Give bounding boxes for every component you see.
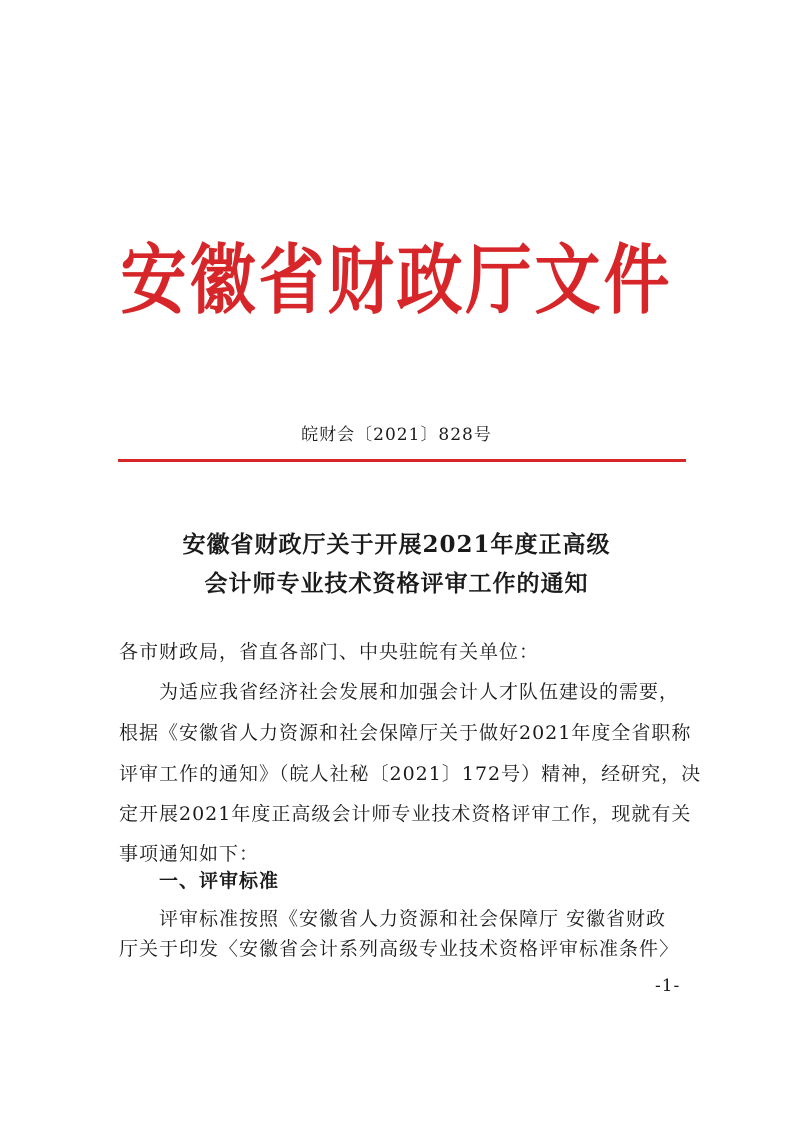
- notice-title-line-1: 安徽省财政厅关于开展2021年度正高级: [182, 531, 611, 558]
- paragraph-2-line-1: 评审标准按照《安徽省人力资源和社会保障厅 安徽省财政: [159, 908, 667, 930]
- salutation: 各市财政局，省直各部门、中央驻皖有关单位：: [119, 641, 540, 663]
- document-number: 皖财会〔2021〕828号: [301, 425, 492, 445]
- section-1-heading: 一、评审标准: [159, 870, 280, 892]
- paragraph-1-line-2: 根据《安徽省人力资源和社会保障厅关于做好2021年度全省职称: [119, 722, 692, 744]
- paragraph-1-line-1: 为适应我省经济社会发展和加强会计人才队伍建设的需要，: [159, 681, 680, 703]
- red-separator-line: [118, 459, 686, 462]
- document-header-title: 安徽省财政厅文件: [120, 236, 673, 325]
- page-number: -1-: [655, 976, 681, 996]
- paragraph-1-line-4: 定开展2021年度正高级会计师专业技术资格评审工作，现就有关: [119, 803, 692, 825]
- paragraph-2-line-2: 厅关于印发〈安徽省会计系列高级专业技术资格评审标准条件〉: [119, 938, 680, 960]
- paragraph-1-line-5: 事项通知如下：: [119, 843, 260, 865]
- notice-title-line-2: 会计师专业技术资格评审工作的通知: [204, 570, 589, 597]
- paragraph-1-line-3: 评审工作的通知》（皖人社秘〔2021〕172号）精神，经研究，决: [119, 763, 702, 785]
